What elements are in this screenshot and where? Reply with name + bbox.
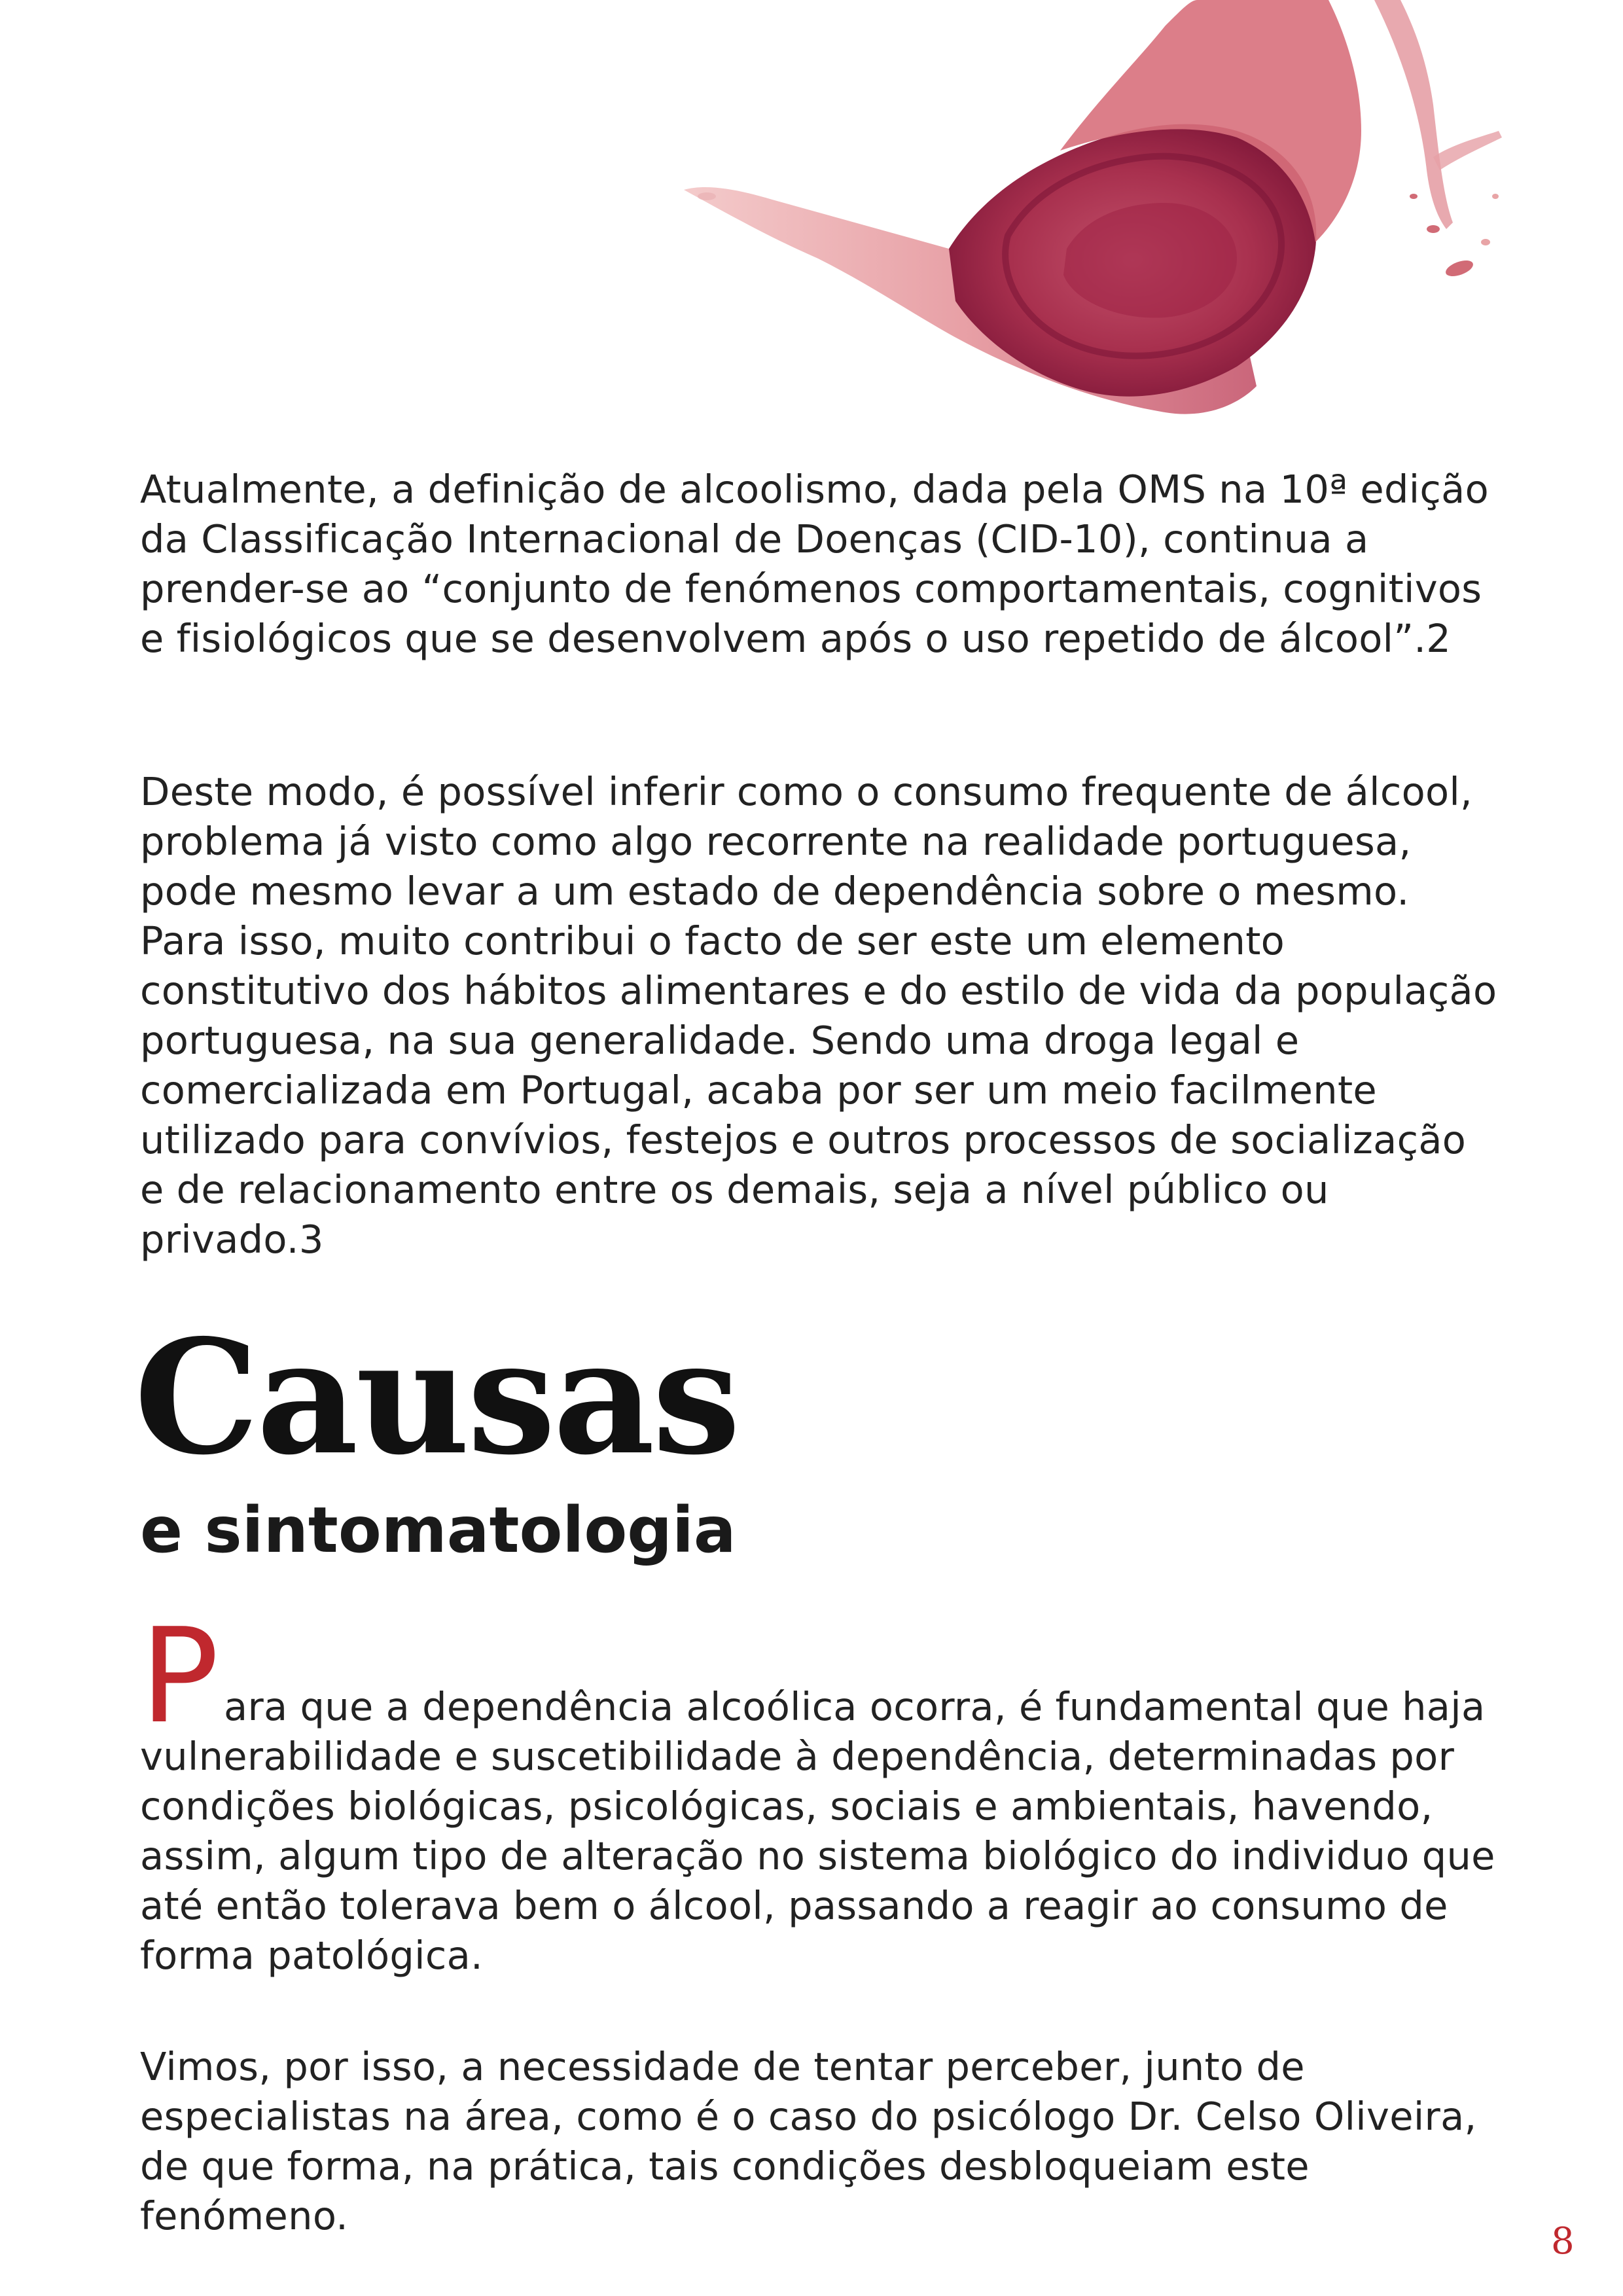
section-paragraph-2: Vimos, por isso, a necessidade de tentar perceber, junto de especialistas na área, como é o caso do psicólogo Dr. Celso Oliveira, de que forma, na prática, tais condições desbloqueiam este fenómeno.: [140, 2044, 1477, 2238]
section-paragraph-1-text: ara que a dependência alcoólica ocorra, é fundamental que haja vulnerabilidade e suscetibilidade à dependência, determinadas por condições biológicas, psicológicas, sociais e ambientais, havendo, assim, algum tipo de alteração no sistema biológico do individuo que até então tolerava bem o álcool, passando a reagir ao consumo de forma patológica.: [140, 1684, 1495, 1978]
drop-cap: P: [140, 1600, 219, 1753]
page-number: 8: [1551, 2220, 1575, 2263]
wine-stain-icon: [668, 0, 1518, 445]
section-paragraph-1: [140, 1682, 1501, 1981]
intro-paragraph-2: Deste modo, é possível inferir como o consumo frequente de álcool, problema já visto como algo recorrente na realidade portuguesa, pode mesmo levar a um estado de dependência sobre o mesmo. Para isso, muito contribui o facto de ser este um elemento constitutivo dos hábitos alimentares e do estilo de vida da população portuguesa, na sua generalidade. Sendo uma droga legal e comercializada em Portugal, acaba por ser um meio facilmente utilizado para convívios, festejos e outros processos de socialização e de relacionamento entre os demais, seja a nível público ou privado.3: [140, 769, 1497, 1262]
section-subtitle: e sintomatologia: [140, 1494, 736, 1567]
intro-paragraph-1: Atualmente, a definição de alcoolismo, dada pela OMS na 10ª edição da Classificação Internacional de Doenças (CID-10), continua a prender-se ao “conjunto de fenómenos comportamentais, cognitivos e fisiológicos que se desenvolvem após o uso repetido de álcool”.2: [140, 467, 1489, 661]
section-title: Causas: [134, 1305, 738, 1490]
